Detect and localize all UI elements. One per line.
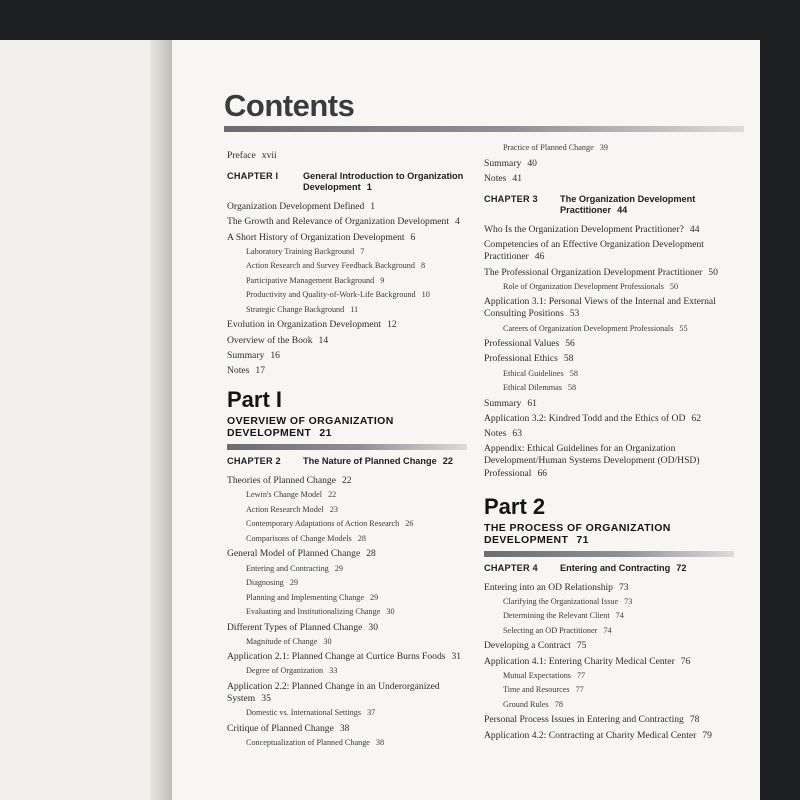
entry-label: Ethical Dilemmas xyxy=(503,383,562,393)
entry-page-number: 74 xyxy=(603,625,612,635)
toc-subentry xyxy=(484,626,734,637)
toc-subentry xyxy=(484,369,734,380)
entry-page-number: 10 xyxy=(421,290,430,300)
entry-label: Application 4.2: Contracting at Charity Medical Center xyxy=(484,729,697,741)
entry-page-number: 38 xyxy=(375,738,385,748)
entry-label: Action Research and Survey Feedback Background xyxy=(246,261,415,271)
toc-subentry xyxy=(227,290,467,301)
toc-entry xyxy=(484,353,734,365)
entry-label: Evaluating and Institutionalizing Change xyxy=(246,607,381,617)
entry-label: Magnitude of Change xyxy=(246,636,318,646)
entry-label: Professional Values xyxy=(484,338,560,350)
entry-page-number: 33 xyxy=(329,666,338,676)
entry-label: Diagnosing xyxy=(246,578,284,588)
toc-entry xyxy=(227,319,467,331)
toc-subentry xyxy=(227,305,467,316)
entry-page-number: 79 xyxy=(702,729,712,741)
entry-label: Notes xyxy=(484,172,507,184)
toc-list xyxy=(227,319,467,377)
entry-page-number: 74 xyxy=(615,611,624,621)
toc-entry xyxy=(484,714,734,726)
toc-list xyxy=(484,582,734,594)
entry-page-number: 55 xyxy=(679,323,688,333)
toc-sublist xyxy=(484,597,734,637)
chapter-heading: CHAPTER 3 The Organization Development Practitioner 44 xyxy=(484,193,696,215)
part-title: THE PROCESS OF ORGANIZATION DEVELOPMENT 71 xyxy=(484,521,671,546)
entry-page-number: 29 xyxy=(334,563,343,573)
entry-label: Determining the Relevant Client xyxy=(503,611,610,621)
toc-sublist xyxy=(484,369,734,394)
entry-label: Time and Resources xyxy=(503,685,570,695)
entry-label: Domestic vs. International Settings xyxy=(246,708,362,718)
toc-subentry xyxy=(227,519,467,530)
entry-page-number: 28 xyxy=(357,533,366,543)
entry-label: The Professional Organization Development Practitioner xyxy=(484,266,703,278)
entry-page-number: 61 xyxy=(527,397,537,409)
toc-subentry xyxy=(227,261,467,272)
entry-page-number: 41 xyxy=(512,172,522,184)
entry-page-number: 8 xyxy=(420,261,426,271)
toc-sublist xyxy=(484,143,734,154)
toc-entry: Application 3.1: Personal Views of the Internal and External Consulting Positions 53 xyxy=(484,296,716,320)
entry-page-number: 63 xyxy=(512,427,522,439)
toc-list xyxy=(484,338,734,365)
part-rule xyxy=(227,444,467,450)
toc-list xyxy=(484,640,734,667)
toc-entry xyxy=(484,730,734,742)
entry-page-number: 58 xyxy=(563,353,574,365)
toc-entry xyxy=(484,443,734,480)
toc-subentry xyxy=(484,143,734,154)
toc-list xyxy=(484,224,734,279)
toc-subentry xyxy=(227,534,467,545)
toc-subentry xyxy=(227,505,467,516)
title-rule xyxy=(224,126,744,132)
toc-subentry xyxy=(227,637,467,648)
entry-label: Entering into an OD Relationship xyxy=(484,581,613,593)
entry-page-number: 62 xyxy=(691,412,701,424)
entry-label: Participative Management Background xyxy=(246,275,375,285)
entry-page-number: 73 xyxy=(618,581,629,593)
entry-page-number: 50 xyxy=(708,266,718,278)
entry-label: Selecting an OD Practitioner xyxy=(503,625,598,635)
toc-subentry xyxy=(227,247,467,258)
toc-entry xyxy=(484,398,734,410)
entry-page-number: 23 xyxy=(329,504,338,514)
toc-subentry xyxy=(484,611,734,622)
toc-entry: Preface xvii xyxy=(227,150,277,161)
part-label: Part 2 xyxy=(484,493,546,519)
entry-page-number: 46 xyxy=(534,251,545,263)
toc-entry xyxy=(227,365,467,377)
part-label: Part I xyxy=(227,387,283,413)
toc-subentry xyxy=(227,738,467,749)
left-column xyxy=(227,150,467,753)
toc-sublist xyxy=(227,708,467,719)
toc-sublist xyxy=(227,564,467,618)
entry-page-number: 29 xyxy=(289,578,298,588)
entry-page-number: 1 xyxy=(370,201,376,213)
entry-page-number: 14 xyxy=(318,334,329,346)
toc-subentry xyxy=(227,490,467,501)
entry-page-number: 73 xyxy=(624,596,633,606)
toc-list xyxy=(484,158,734,185)
entry-page-number: 77 xyxy=(577,670,586,680)
toc-subentry xyxy=(484,597,734,608)
entry-label: Mutual Expectations xyxy=(503,670,571,680)
entry-label: Who Is the Organization Development Practitioner? xyxy=(484,223,684,235)
entry-label: Planning and Implementing Change xyxy=(246,592,365,602)
entry-label: A Short History of Organization Development xyxy=(227,231,405,243)
right-column xyxy=(484,143,734,745)
toc-entry xyxy=(227,232,467,244)
entry-label: Overview of the Book xyxy=(227,334,313,346)
entry-label: Notes xyxy=(227,364,250,376)
entry-label: Practice of Planned Change xyxy=(503,143,594,152)
page-title: Contents xyxy=(224,88,355,123)
toc-entry xyxy=(484,224,734,236)
toc-sublist xyxy=(484,671,734,711)
toc-subentry xyxy=(227,708,467,719)
toc-entry: Critique of Planned Change 38 xyxy=(227,722,350,734)
toc-subentry xyxy=(227,666,467,677)
entry-label: Organization Development Defined xyxy=(227,201,365,213)
entry-label: Application 3.2: Kindred Todd and the Ethics of OD xyxy=(484,412,686,424)
entry-label: Personal Process Issues in Entering and Contracting xyxy=(484,714,684,726)
toc-subentry xyxy=(484,685,734,696)
entry-page-number: 78 xyxy=(689,714,700,726)
entry-page-number: 58 xyxy=(569,368,578,378)
entry-label: Summary xyxy=(484,157,522,169)
entry-label: The Growth and Relevance of Organization Development xyxy=(227,216,450,228)
entry-page-number: 17 xyxy=(255,364,265,376)
toc-sublist xyxy=(227,738,467,749)
entry-label: Lewin's Change Model xyxy=(246,490,323,500)
toc-subentry xyxy=(227,276,467,287)
toc-entry xyxy=(484,158,734,170)
toc-list xyxy=(227,201,467,244)
entry-page-number: 26 xyxy=(405,519,414,529)
toc-subentry xyxy=(484,700,734,711)
toc-entry xyxy=(484,656,734,668)
entry-label: Laboratory Training Background xyxy=(246,246,355,256)
chapter-heading: CHAPTER 2 The Nature of Planned Change 22 xyxy=(227,456,453,467)
entry-label: Degree of Organization xyxy=(246,666,324,676)
contents-page xyxy=(172,40,760,800)
entry-page-number: 30 xyxy=(386,607,395,617)
entry-page-number: 44 xyxy=(689,223,700,235)
entry-label: Productivity and Quality-of-Work-Life Background xyxy=(246,290,416,300)
toc-entry: Theories of Planned Change 22 xyxy=(227,475,352,487)
toc-subentry xyxy=(227,607,467,618)
toc-entry xyxy=(484,582,734,594)
entry-label: Application 4.1: Entering Charity Medical Center xyxy=(484,655,675,667)
toc-subentry xyxy=(227,578,467,589)
toc-entry xyxy=(227,335,467,347)
entry-label: Contemporary Adaptations of Action Research xyxy=(246,519,400,529)
entry-label: Strategic Change Background xyxy=(246,304,345,314)
entry-page-number: 37 xyxy=(367,708,376,718)
entry-page-number: 77 xyxy=(575,685,584,695)
toc-sublist xyxy=(227,247,467,316)
entry-label: Summary xyxy=(227,349,265,361)
entry-label: Ethical Guidelines xyxy=(503,368,564,378)
entry-page-number: 78 xyxy=(554,699,563,709)
toc-sublist xyxy=(227,490,467,544)
chapter-heading: CHAPTER 4 Entering and Contracting 72 xyxy=(484,562,687,573)
toc-subentry xyxy=(484,383,734,394)
toc-entry xyxy=(484,338,734,350)
entry-label: Notes xyxy=(484,427,507,439)
entry-page-number: 11 xyxy=(350,304,359,314)
entry-page-number: 22 xyxy=(328,490,337,500)
toc-subentry xyxy=(227,593,467,604)
toc-subentry xyxy=(484,282,734,293)
toc-list xyxy=(484,714,734,741)
toc-entry xyxy=(484,239,734,263)
toc-entry xyxy=(227,350,467,362)
entry-page-number: 76 xyxy=(680,655,691,667)
toc-sublist xyxy=(227,666,467,677)
toc-entry xyxy=(484,413,734,425)
entry-label: Developing a Contract xyxy=(484,640,571,652)
toc-entry xyxy=(227,216,467,228)
entry-label: Comparisons of Change Models xyxy=(246,533,352,543)
entry-page-number: 16 xyxy=(270,349,280,361)
entry-page-number: 39 xyxy=(599,143,608,152)
entry-page-number: 56 xyxy=(565,338,575,350)
toc-sublist xyxy=(484,324,734,335)
chapter-heading: CHAPTER I General Introduction to Organization Development 1 xyxy=(227,171,464,193)
entry-page-number: 50 xyxy=(669,281,679,291)
toc-subentry xyxy=(227,564,467,575)
entry-label: Competencies of an Effective Organization Development Practitioner xyxy=(484,239,704,263)
toc-entry xyxy=(484,173,734,185)
entry-page-number: 30 xyxy=(323,636,332,646)
entry-label: Entering and Contracting xyxy=(246,563,329,573)
entry-label: Conceptualization of Planned Change xyxy=(246,738,370,748)
entry-label: Role of Organization Development Professionals xyxy=(503,281,664,291)
entry-page-number: 29 xyxy=(370,592,379,602)
entry-label: Careers of Organization Development Professionals xyxy=(503,323,674,333)
toc-entry xyxy=(227,201,467,213)
entry-label: Evolution in Organization Development xyxy=(227,319,382,331)
toc-entry: Different Types of Planned Change 30 xyxy=(227,621,378,633)
entry-page-number: 75 xyxy=(576,640,587,652)
entry-label: Professional Ethics xyxy=(484,353,558,365)
toc-entry: Application 2.1: Planned Change at Curtice Burns Foods 31 xyxy=(227,651,462,663)
toc-entry: Application 2.2: Planned Change in an Underorganized System 35 xyxy=(227,680,440,705)
entry-page-number: 58 xyxy=(567,383,577,393)
toc-sublist xyxy=(227,637,467,648)
entry-page-number: 9 xyxy=(380,275,385,285)
part-title: OVERVIEW OF ORGANIZATION DEVELOPMENT 21 xyxy=(227,415,394,440)
entry-label: Appendix: Ethical Guidelines for an Organization Development/Human Systems Development (OD/HSD) Professional xyxy=(484,443,700,479)
entry-page-number: 7 xyxy=(360,246,365,256)
toc-entry xyxy=(484,640,734,652)
entry-label: Action Research Model xyxy=(246,504,324,514)
facing-page xyxy=(0,40,165,800)
book-gutter xyxy=(150,40,172,800)
entry-label: Clarifying the Organizational Issue xyxy=(503,596,619,606)
toc-subentry xyxy=(484,324,734,335)
toc-entry xyxy=(484,428,734,440)
toc-entry: General Model of Planned Change 28 xyxy=(227,548,376,560)
entry-label: Summary xyxy=(484,397,522,409)
entry-page-number: 6 xyxy=(410,231,416,243)
entry-page-number: 40 xyxy=(527,157,537,169)
entry-page-number: 12 xyxy=(387,319,397,331)
entry-page-number: 4 xyxy=(455,216,460,228)
entry-page-number: 66 xyxy=(537,467,548,479)
toc-subentry xyxy=(484,671,734,682)
toc-list xyxy=(484,398,734,480)
part-rule xyxy=(484,551,734,557)
toc-entry xyxy=(484,267,734,279)
entry-label: Ground Rules xyxy=(503,699,549,709)
toc-sublist xyxy=(484,282,734,293)
